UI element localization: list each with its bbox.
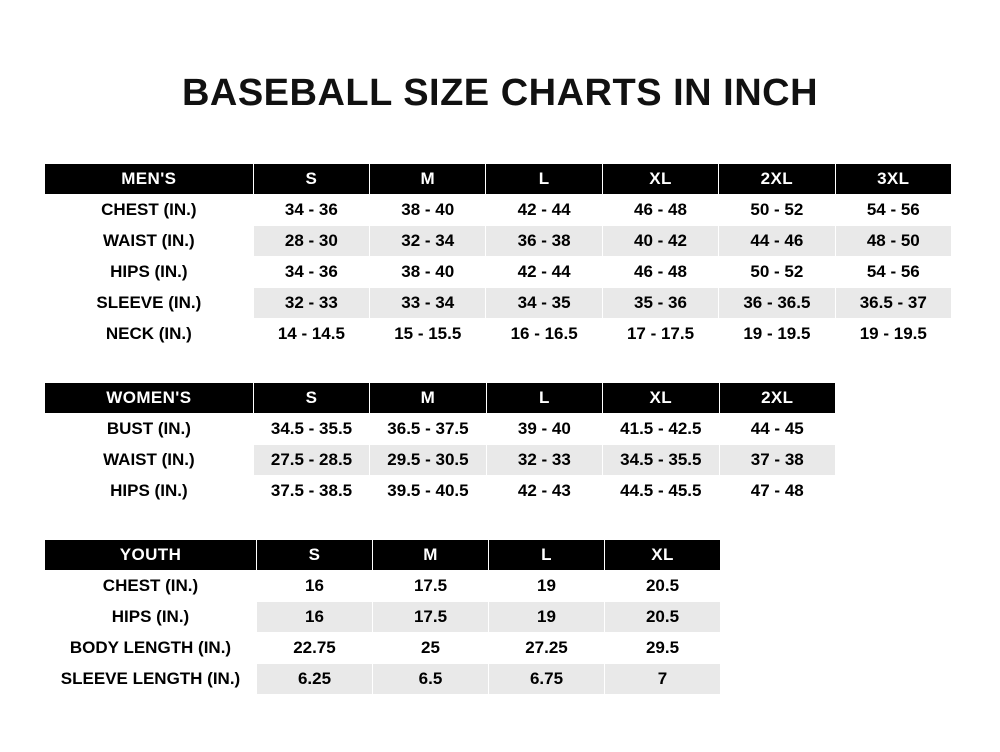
cell: 41.5 - 42.5 (603, 414, 719, 445)
cell: 33 - 34 (370, 288, 486, 319)
cell: 25 (373, 633, 489, 664)
cell: 34 - 36 (253, 257, 369, 288)
cell: 54 - 56 (835, 195, 951, 226)
cell: 19 (489, 602, 605, 633)
table-row (45, 664, 721, 695)
cell: 19 - 19.5 (719, 319, 835, 350)
mens-header-s: S (253, 164, 369, 195)
cell: 44 - 46 (719, 226, 835, 257)
table-row (45, 445, 836, 476)
cell: 20.5 (605, 571, 721, 602)
cell: 34.5 - 35.5 (253, 414, 369, 445)
youth-header-l: L (489, 540, 605, 571)
cell: 37.5 - 38.5 (253, 476, 369, 507)
row-label: HIPS (IN.) (45, 476, 254, 507)
table-row (45, 288, 952, 319)
mens-size-table (44, 163, 952, 350)
table-row (45, 195, 952, 226)
cell: 42 - 44 (486, 257, 602, 288)
cell: 27.5 - 28.5 (253, 445, 369, 476)
cell: 39.5 - 40.5 (370, 476, 486, 507)
cell: 6.75 (489, 664, 605, 695)
mens-header-l: L (486, 164, 602, 195)
womens-table-header (45, 383, 836, 414)
womens-table-body (45, 414, 836, 507)
cell: 15 - 15.5 (370, 319, 486, 350)
cell: 35 - 36 (602, 288, 718, 319)
cell: 29.5 - 30.5 (370, 445, 486, 476)
mens-header-label: MEN'S (45, 164, 254, 195)
cell: 7 (605, 664, 721, 695)
youth-size-table (44, 539, 721, 695)
table-row (45, 414, 836, 445)
cell: 47 - 48 (719, 476, 835, 507)
table-row (45, 602, 721, 633)
mens-header-2xl: 2XL (719, 164, 835, 195)
cell: 38 - 40 (370, 195, 486, 226)
mens-header-m: M (370, 164, 486, 195)
womens-header-2xl: 2XL (719, 383, 835, 414)
row-label: WAIST (IN.) (45, 226, 254, 257)
cell: 6.5 (373, 664, 489, 695)
cell: 39 - 40 (486, 414, 602, 445)
cell: 16 - 16.5 (486, 319, 602, 350)
womens-header-xl: XL (603, 383, 719, 414)
womens-header-l: L (486, 383, 602, 414)
table-header-row (45, 164, 952, 195)
womens-header-s: S (253, 383, 369, 414)
cell: 28 - 30 (253, 226, 369, 257)
cell: 46 - 48 (602, 195, 718, 226)
row-label: CHEST (IN.) (45, 195, 254, 226)
cell: 14 - 14.5 (253, 319, 369, 350)
womens-header-label: WOMEN'S (45, 383, 254, 414)
table-row (45, 476, 836, 507)
cell: 17.5 (373, 602, 489, 633)
row-label: BODY LENGTH (IN.) (45, 633, 257, 664)
table-row (45, 319, 952, 350)
cell: 34.5 - 35.5 (603, 445, 719, 476)
table-row (45, 633, 721, 664)
mens-header-xl: XL (602, 164, 718, 195)
mens-header-3xl: 3XL (835, 164, 951, 195)
row-label: BUST (IN.) (45, 414, 254, 445)
cell: 54 - 56 (835, 257, 951, 288)
cell: 44 - 45 (719, 414, 835, 445)
cell: 32 - 34 (370, 226, 486, 257)
cell: 32 - 33 (486, 445, 602, 476)
row-label: SLEEVE (IN.) (45, 288, 254, 319)
mens-table-body (45, 195, 952, 350)
table-row (45, 257, 952, 288)
row-label: CHEST (IN.) (45, 571, 257, 602)
cell: 37 - 38 (719, 445, 835, 476)
table-row (45, 571, 721, 602)
cell: 42 - 44 (486, 195, 602, 226)
youth-table-body (45, 571, 721, 695)
row-label: SLEEVE LENGTH (IN.) (45, 664, 257, 695)
cell: 36 - 38 (486, 226, 602, 257)
row-label: NECK (IN.) (45, 319, 254, 350)
row-label: HIPS (IN.) (45, 257, 254, 288)
cell: 36 - 36.5 (719, 288, 835, 319)
cell: 34 - 35 (486, 288, 602, 319)
cell: 29.5 (605, 633, 721, 664)
table-header-row (45, 383, 836, 414)
cell: 16 (257, 571, 373, 602)
cell: 50 - 52 (719, 257, 835, 288)
youth-table-header (45, 540, 721, 571)
mens-table-header (45, 164, 952, 195)
cell: 27.25 (489, 633, 605, 664)
cell: 22.75 (257, 633, 373, 664)
row-label: HIPS (IN.) (45, 602, 257, 633)
womens-size-table (44, 382, 836, 507)
youth-header-xl: XL (605, 540, 721, 571)
cell: 40 - 42 (602, 226, 718, 257)
page-title: BASEBALL SIZE CHARTS IN INCH (181, 72, 819, 114)
cell: 48 - 50 (835, 226, 951, 257)
youth-header-s: S (257, 540, 373, 571)
table-row (45, 226, 952, 257)
cell: 19 - 19.5 (835, 319, 951, 350)
cell: 42 - 43 (486, 476, 602, 507)
cell: 17.5 (373, 571, 489, 602)
youth-header-label: YOUTH (45, 540, 257, 571)
womens-header-m: M (370, 383, 486, 414)
cell: 36.5 - 37 (835, 288, 951, 319)
cell: 38 - 40 (370, 257, 486, 288)
cell: 44.5 - 45.5 (603, 476, 719, 507)
size-tables-container (0, 163, 1000, 695)
cell: 16 (257, 602, 373, 633)
cell: 32 - 33 (253, 288, 369, 319)
cell: 17 - 17.5 (602, 319, 718, 350)
table-header-row (45, 540, 721, 571)
youth-header-m: M (373, 540, 489, 571)
cell: 50 - 52 (719, 195, 835, 226)
cell: 46 - 48 (602, 257, 718, 288)
cell: 20.5 (605, 602, 721, 633)
cell: 19 (489, 571, 605, 602)
row-label: WAIST (IN.) (45, 445, 254, 476)
cell: 6.25 (257, 664, 373, 695)
cell: 36.5 - 37.5 (370, 414, 486, 445)
cell: 34 - 36 (253, 195, 369, 226)
